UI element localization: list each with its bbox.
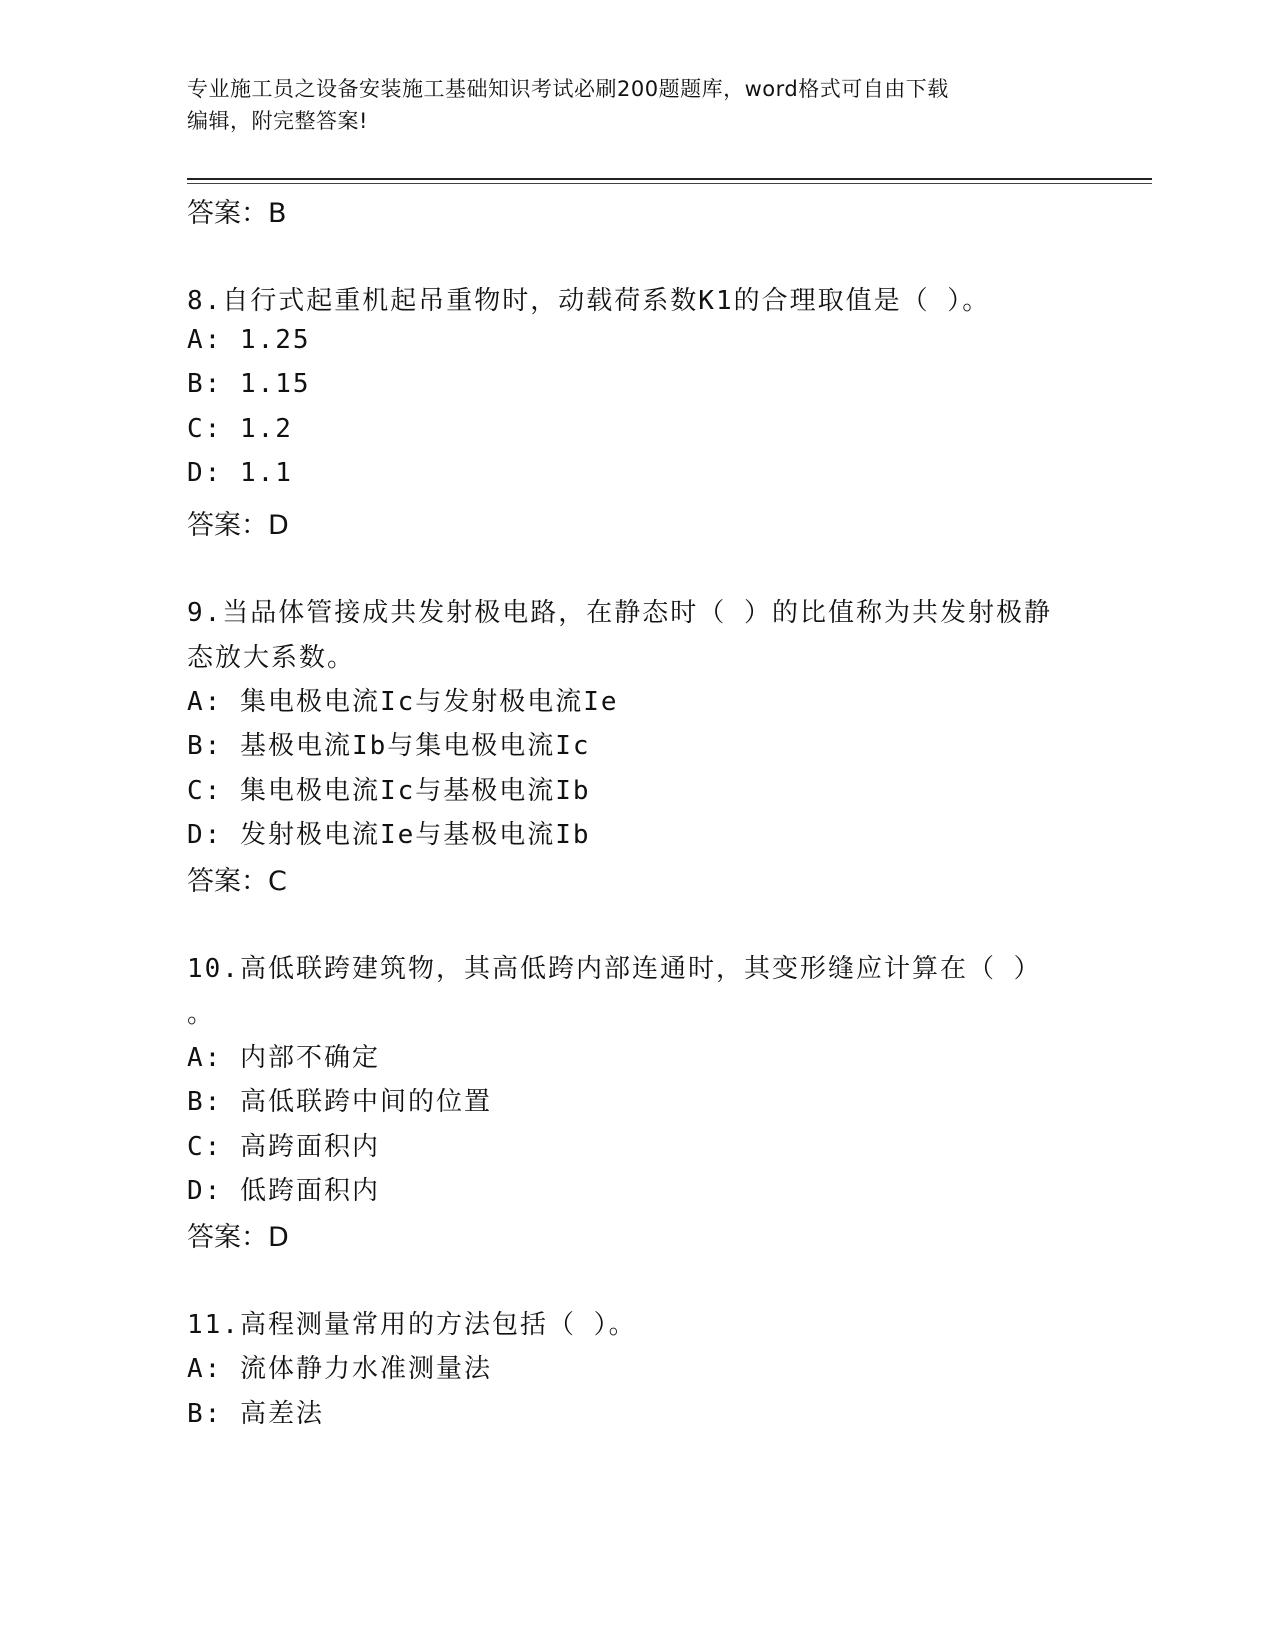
header-title-line-2: 编辑，附完整答案! (187, 109, 368, 133)
question-8-text: 8.自行式起重机起吊重物时，动载荷系数K1的合理取值是（ ）。 (187, 286, 991, 316)
header-divider-thin (187, 183, 1152, 184)
question-8-answer: 答案：D (187, 510, 289, 541)
question-9-option-c: C: 集电极电流Ic与基极电流Ib (187, 776, 591, 806)
question-9-option-b: B: 基极电流Ib与集电极电流Ic (187, 731, 591, 761)
question-9-text-line-1: 9.当品体管接成共发射极电路，在静态时（ ）的比值称为共发射极静 (187, 598, 1052, 628)
question-10-answer: 答案：D (187, 1222, 289, 1253)
header-title-line-1: 专业施工员之设备安装施工基础知识考试必刷200题题库，word格式可自由下载 (187, 77, 949, 101)
question-9-answer: 答案：C (187, 866, 287, 897)
question-8-option-a: A: 1.25 (187, 325, 311, 355)
header-divider-thick (187, 178, 1152, 180)
previous-answer: 答案：B (187, 198, 287, 229)
question-10-option-d: D: 低跨面积内 (187, 1176, 380, 1206)
question-10-option-c: C: 高跨面积内 (187, 1132, 380, 1162)
question-11-option-a: A: 流体静力水准测量法 (187, 1354, 492, 1384)
question-10-text-line-1: 10.高低联跨建筑物，其高低跨内部连通时，其变形缝应计算在（ ） (187, 954, 1042, 984)
question-9-text-line-2: 态放大系数。 (187, 643, 356, 673)
question-10-option-b: B: 高低联跨中间的位置 (187, 1087, 492, 1117)
question-11-text: 11.高程测量常用的方法包括（ ）。 (187, 1310, 637, 1340)
question-9-option-a: A: 集电极电流Ic与发射极电流Ie (187, 687, 619, 717)
document-header (187, 73, 1067, 137)
question-8-option-c: C: 1.2 (187, 414, 293, 444)
question-8-option-d: D: 1.1 (187, 458, 293, 488)
question-9-option-d: D: 发射极电流Ie与基极电流Ib (187, 820, 591, 850)
question-10-text-line-2: 。 (187, 999, 216, 1029)
question-10-option-a: A: 内部不确定 (187, 1043, 380, 1073)
question-8-option-b: B: 1.15 (187, 369, 311, 399)
question-11-option-b: B: 高差法 (187, 1399, 324, 1429)
